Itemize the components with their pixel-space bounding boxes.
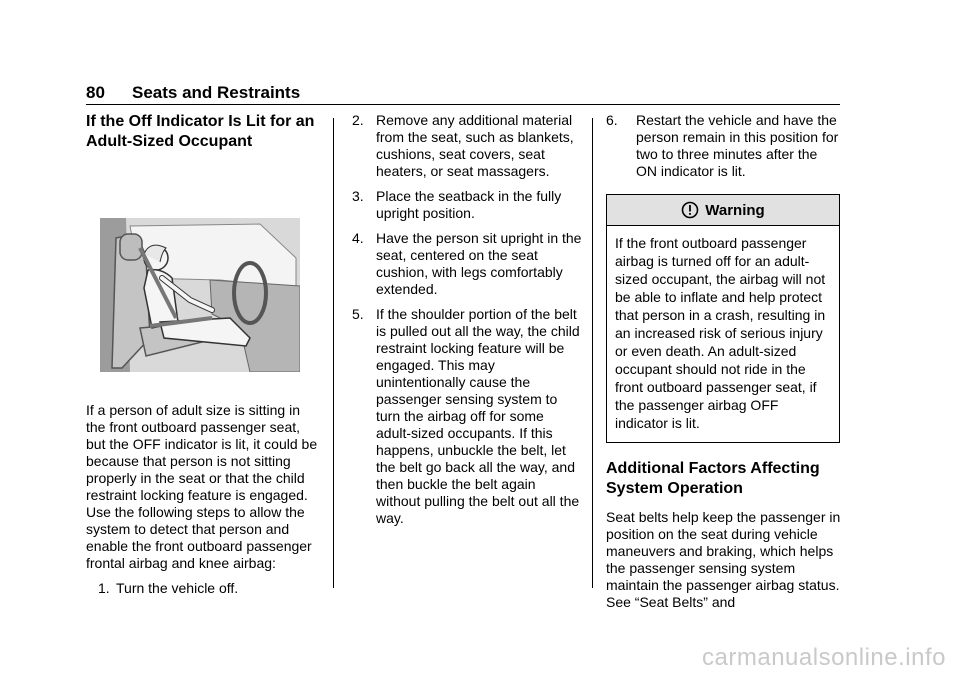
warning-icon (681, 201, 699, 219)
intro-paragraph: If a person of adult size is sitting in the front outboard passenger seat, but the OFF indicator is lit, it could be because that person is not sitting properly in the seat or that the child restraint locking feature is engaged. Use the following steps to allow the system to detect that person and enable the front outboard passenger frontal airbag and knee airbag: (86, 402, 318, 571)
section-heading: Additional Factors Affecting System Operation (606, 460, 820, 497)
list-item (352, 230, 582, 298)
list-item (86, 580, 322, 597)
page-number: 80 (86, 83, 105, 102)
step-text: Remove any additional material from the seat, such as blankets, cushions, seat covers, seat heaters, or seat massagers. (376, 112, 574, 179)
list-item (352, 188, 582, 222)
column-divider (592, 118, 593, 588)
step-number: 1. (98, 580, 110, 596)
step-number: 3. (352, 188, 364, 204)
step-text: Turn the vehicle off. (116, 580, 239, 596)
list-item (352, 112, 582, 180)
step-number: 6. (606, 112, 618, 128)
warning-title: Warning (705, 201, 765, 219)
step-text: Have the person sit upright in the seat, centered on the seat cushion, with legs comfortably extended. (376, 230, 582, 297)
step-number: 4. (352, 230, 364, 246)
chapter-title: Seats and Restraints (132, 83, 301, 102)
watermark: carmanualsonline.info (702, 644, 946, 671)
page-header (86, 82, 840, 105)
step-text: If the shoulder portion of the belt is pulled out all the way, the child restraint locking feature will be engaged. This may unintentionally cause the passenger sensing system to turn the airbag off for some adult-sized occupants. If this happens, unbuckle the belt, let the belt go back all the way, and then buckle the belt again without pulling the belt out all the way. (376, 306, 580, 526)
step-text: Restart the vehicle and have the person remain in this position for two to three minutes after the ON indicator is lit. (636, 112, 839, 179)
warning-text: If the front outboard passenger airbag is turned off for an adult-sized occupant, the airbag will not be able to inflate and help protect that person in a crash, resulting in an increased risk of serious injury or even death. An adult-sized occupant should not ride in the front outboard passenger seat, if the passenger airbag OFF indicator is lit. (615, 235, 826, 431)
column-1 (86, 112, 322, 605)
section-heading: If the Off Indicator Is Lit for an Adult-Sized Occupant (86, 113, 315, 150)
section-paragraph: Seat belts help keep the passenger in position on the seat during vehicle maneuvers and braking, which helps the passenger sensing system maintain the passenger airbag status. See “Seat Belts” and (606, 509, 841, 610)
step-text: Place the seatback in the fully upright position. (376, 188, 562, 221)
step-number: 2. (352, 112, 364, 128)
column-3 (606, 112, 842, 611)
column-divider (333, 118, 334, 588)
seated-passenger-illustration (100, 218, 300, 372)
list-item (352, 306, 582, 527)
warning-header (607, 195, 839, 226)
step-number: 5. (352, 306, 364, 322)
column-2 (352, 112, 582, 535)
warning-box (606, 194, 840, 443)
additional-factors-section (606, 459, 842, 611)
list-item (606, 112, 842, 180)
